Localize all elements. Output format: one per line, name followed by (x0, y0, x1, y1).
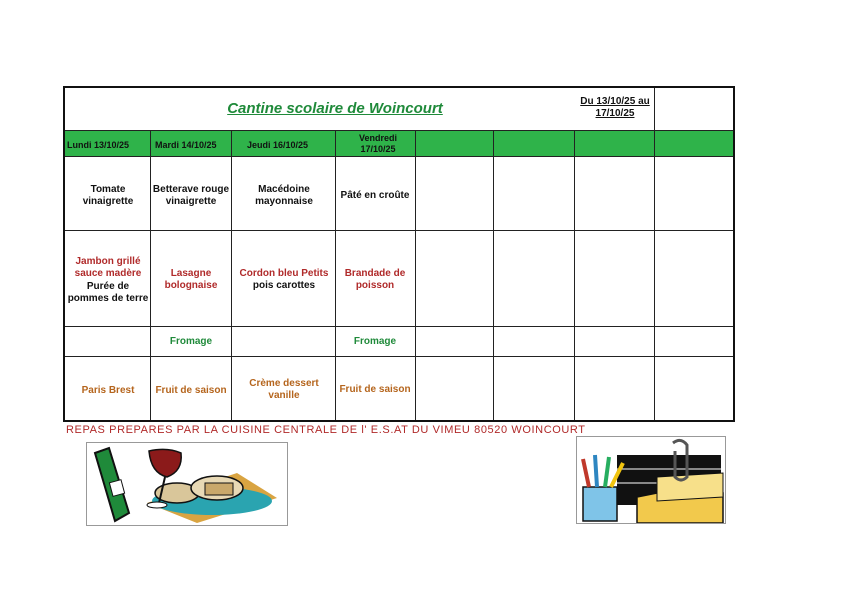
entree-monday: Tomate vinaigrette (82, 184, 134, 207)
row-divider (65, 130, 733, 131)
col-divider (231, 130, 232, 420)
dessert-thursday: Crème dessert vanille (249, 378, 319, 401)
main-monday: Jambon grillé sauce madère (74, 256, 142, 279)
day-header-tuesday: Mardi 14/10/25 (155, 140, 217, 150)
date-range: Du 13/10/25 au 17/10/25 (580, 96, 650, 119)
day-header-friday: Vendredi 17/10/25 (358, 133, 397, 154)
main-tuesday: Lasagne bolognaise (164, 268, 218, 291)
main-friday: Brandade de poisson (344, 268, 406, 291)
entree-friday: Pâté en croûte (340, 190, 410, 201)
entree-thursday: Macédoine mayonnaise (255, 184, 313, 207)
main-thursday: Cordon bleu Petits (239, 268, 329, 279)
row-divider (65, 156, 733, 157)
food-wine-clipart-drawing (87, 443, 287, 525)
day-header-monday: Lundi 13/10/25 (67, 140, 130, 150)
food-wine-clipart (86, 442, 288, 526)
side-monday: Purée de pommes de terre (67, 281, 149, 304)
day-header-thursday: Jeudi 16/10/25 (247, 140, 309, 150)
cheese-tuesday: Fromage (169, 336, 213, 347)
col-divider (654, 88, 655, 420)
menu-table (63, 86, 735, 422)
entree-tuesday: Betterave rouge vinaigrette (152, 184, 230, 207)
col-divider (574, 130, 575, 420)
row-divider (65, 356, 733, 357)
page-title: Cantine scolaire de Woincourt (227, 100, 443, 117)
dessert-monday: Paris Brest (81, 385, 135, 396)
school-supplies-clipart-drawing (577, 437, 725, 523)
col-divider (415, 130, 416, 420)
row-divider (65, 230, 733, 231)
row-divider (65, 326, 733, 327)
cheese-friday: Fromage (353, 336, 397, 347)
side-thursday: pois carottes (252, 280, 316, 291)
footer-note: REPAS PREPARES PAR LA CUISINE CENTRALE DE l' E.S.AT DU VIMEU 80520 WOINCOURT (66, 424, 586, 436)
dessert-friday: Fruit de saison (339, 384, 411, 395)
col-divider (493, 130, 494, 420)
school-supplies-clipart (576, 436, 726, 524)
dessert-tuesday: Fruit de saison (155, 385, 227, 396)
